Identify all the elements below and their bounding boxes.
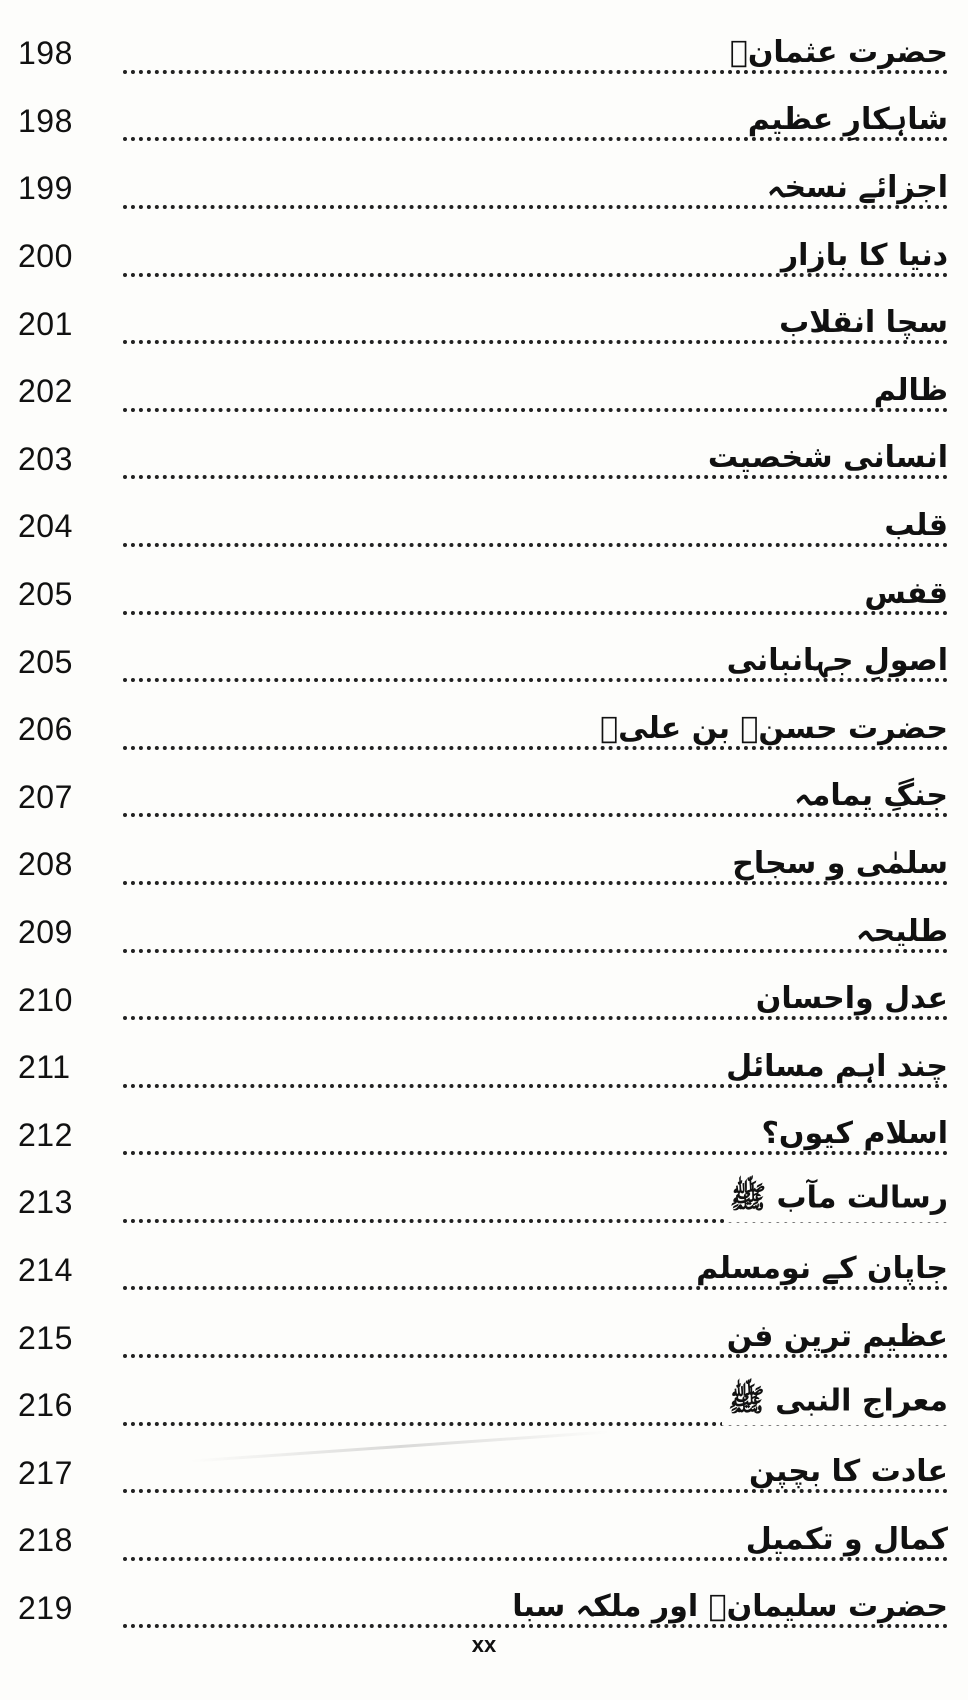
toc-title: عظیم ترین فن: [721, 1319, 948, 1354]
toc-title: قلب: [878, 508, 948, 543]
toc-page-number: 211: [18, 1049, 71, 1086]
toc-page-number: 199: [18, 170, 73, 207]
toc-page-number: 198: [18, 35, 73, 72]
toc-title: اصولِ جہانبانی: [721, 643, 948, 678]
toc-title: جنگِ یمامہ: [788, 778, 948, 813]
toc-page-number: 206: [18, 711, 73, 748]
toc-page-number: 217: [18, 1454, 73, 1491]
dot-leader: [123, 398, 948, 412]
toc-row: [18, 696, 948, 764]
toc-row: [18, 764, 948, 832]
toc-title: عادت کا بچپن: [743, 1454, 948, 1489]
toc-row: [18, 1507, 948, 1575]
toc-title: انسانی شخصیت: [702, 440, 948, 475]
toc-page-number: 200: [18, 238, 73, 275]
toc-title: ظالم: [868, 373, 948, 408]
toc-page-number: 209: [18, 914, 73, 951]
toc-row: [18, 628, 948, 696]
toc-page-number: 218: [18, 1522, 73, 1559]
toc-page-number: 201: [18, 305, 73, 342]
toc-row: [18, 1034, 948, 1102]
page-marker: xx: [471, 1632, 497, 1657]
toc-title: قفس: [858, 575, 948, 610]
toc-title: سلمٰی و سجاح: [726, 846, 948, 881]
toc-row: [18, 1439, 948, 1507]
toc-page-number: 214: [18, 1251, 73, 1288]
toc-page-number: 219: [18, 1589, 73, 1626]
toc-title: کمال و تکمیل: [740, 1522, 948, 1557]
toc-row: [18, 1102, 948, 1170]
toc-page-number: 205: [18, 643, 73, 680]
toc-page-number: 216: [18, 1387, 73, 1424]
toc-row: [18, 426, 948, 494]
toc-row: [18, 155, 948, 223]
toc-page-number: 210: [18, 981, 73, 1018]
toc-title: شاہکارِ عظیم: [742, 102, 948, 137]
toc-row: [18, 493, 948, 561]
toc-row: [18, 899, 948, 967]
toc-page-number: 204: [18, 508, 73, 545]
toc-row: [18, 831, 948, 899]
table-of-contents: [18, 20, 948, 1642]
toc-page-number: 208: [18, 846, 73, 883]
toc-page-number: 215: [18, 1319, 73, 1356]
toc-page-number: 202: [18, 373, 73, 410]
toc-title: سچا انقلاب: [773, 305, 948, 340]
toc-title: معراج النبی ﷺ: [722, 1382, 948, 1425]
toc-title: عدل واحسان: [750, 981, 948, 1016]
dot-leader: [123, 533, 948, 547]
toc-row: [18, 1237, 948, 1305]
toc-row: [18, 290, 948, 358]
toc-title: رسالت مآب ﷺ: [724, 1179, 948, 1222]
toc-page-number: 198: [18, 102, 73, 139]
toc-row: [18, 88, 948, 156]
toc-row: [18, 20, 948, 88]
dot-leader: [123, 601, 948, 615]
toc-row: [18, 966, 948, 1034]
dot-leader: [123, 939, 948, 953]
toc-row: [18, 1372, 948, 1440]
toc-title: چند اہم مسائل: [720, 1048, 948, 1083]
toc-page-number: 212: [18, 1116, 73, 1153]
toc-page-number: 203: [18, 440, 73, 477]
toc-row: [18, 223, 948, 291]
toc-row: [18, 1304, 948, 1372]
toc-title: اسلام کیوں؟: [755, 1116, 948, 1151]
toc-title: طلیحہ: [850, 913, 948, 948]
toc-row: [18, 1169, 948, 1237]
toc-title: حضرت عثمانؓ: [724, 35, 948, 70]
toc-row: [18, 358, 948, 426]
toc-row: [18, 561, 948, 629]
toc-page-number: 213: [18, 1184, 73, 1221]
toc-title: حضرت سلیمانؑ اور ملکہ سبا: [506, 1589, 948, 1624]
toc-title: اجزائے نسخہ: [761, 170, 948, 205]
toc-title: حضرت حسنؓ بن علیؓ: [594, 710, 948, 745]
toc-title: دنیا کا بازار: [775, 237, 948, 272]
toc-page-number: 207: [18, 778, 73, 815]
toc-title: جاپان کے نومسلم: [690, 1251, 948, 1286]
toc-page-number: 205: [18, 576, 73, 613]
